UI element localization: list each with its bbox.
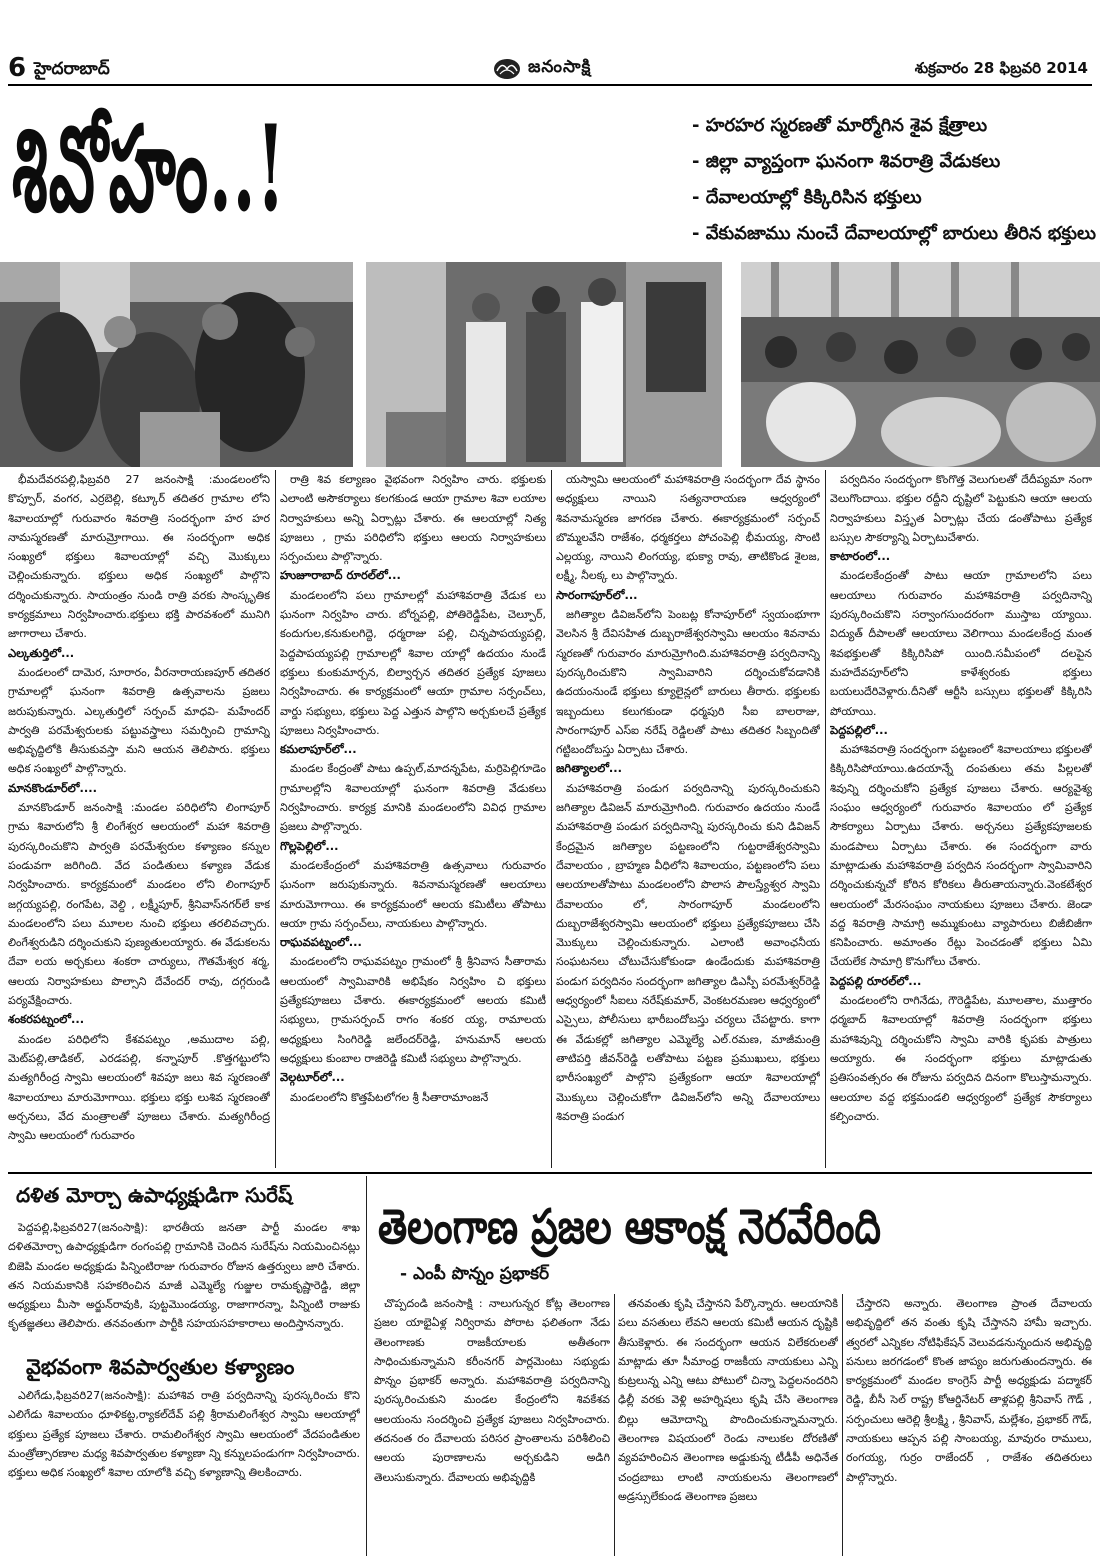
article-paragraph: జగిత్యాల డివిజన్‌లోని పెంబట్ల కోనాపూర్‌లో స్వయంభూగా వెలసిన శ్రీ దేవిసహిత దుబ్బరాజేశ్వరస్వామి ఆలయం శివనామ స్మరణతో గురువారం మారుమ్రోగింది.మహాశివరాత్రి పర్వదినాన్ని పురస్కరించుకొని స్వామివారిని దర్శించుకోవడానికి ఉదయంనుండే భక్తులు క్యూలైన్లలో బారులు తీరారు. భక్తులకు ఇబ్బందులు కలుగకుండా ధర్మపురి సీఐ బాలరాజు, సారంగాపూర్ ఎస్ఐ నరేష్ రెడ్డిలతో పాటు తదితర సిబ్బందితో గట్టిబందోబస్తు ఏర్పాటు చేశారు. (556, 608, 820, 757)
bullet-item: - హరహర స్మరణతో మార్మోగిన శైవ క్షేత్రాలు (692, 115, 988, 136)
telangana-column-3 (846, 1294, 1092, 1556)
article-column-2 (280, 470, 546, 1168)
column-divider (366, 1176, 367, 1556)
column-divider (825, 470, 826, 1168)
column-divider (842, 1294, 843, 1556)
article-paragraph: మండల పరిధిలోని కేశవపట్నం ,అముదాల పల్లి, మెట్‌పల్లి,తాడికల్, ఎరడపల్లి, కన్నాపూర్ .కొత్తగట్టులోని మత్యగిరీంద్ర స్వామి ఆలయంలో శివపూ జలు శివ స్మరణంతో శివాలయాలు మారుమోగాయి. భక్తులు భక్తు లుశివ స్మరణంతో అర్చనలు, వేద మంత్రాలతో పూజలు చేశారు. మత్యగిరీంద్ర స్వామి ఆలయంలో గురువారం (8, 1032, 270, 1143)
article-subhead: మానకొండూర్‌లో.... (8, 780, 97, 795)
dateline: శుక్రవారం 28 ఫిబ్రవరి 2014 (914, 59, 1088, 77)
article-paragraph: మండలకేంద్రంలో మహాశివరాత్రి ఉత్సవాలు గురువారం ఘనంగా జరుపుకున్నారు. శివనామస్మరణతో ఆలయాలు మారుమోగాయి. ఈ కార్యక్రమంలో ఆలయ కమిటీలు తోపాటు ఆయా గ్రామ సర్పంచ్‌లు, నాయకులు పాల్గొన్నారు. (280, 858, 546, 930)
story-suresh-text: పెద్దపల్లి,ఫిబ్రవరి27(జనంసాక్షి): భారతీయ జనతా పార్టీ మండల శాఖ దళితమోర్చా ఉపాధ్యక్షుడిగా రంగంపల్లి గ్రామానికి చెందిన సురేష్‌ను నియమించినట్లు బిజెపి మండల అధ్యక్షుడు పిన్నింటిరాజు గురువారం రోజున ఉత్తర్వులు జారి చేశారు. తన నియమకానికి సహకరించిన మాజీ ఎమ్మెల్యే గుజ్జుల రామకృష్ణారెడ్డి, జిల్లా అధ్యక్షులు మీసా అర్జున్‌రావుకి, పుట్టమొండయ్య, రాజాగారన్నా, పిన్నింటి రాజుకు కృతజ్ఞతలు తెలిపారు. తనవంతుగా పార్టీకి సహయసహకారాలు అందిస్తానన్నారు. (8, 1221, 360, 1331)
article-subhead: సారంగాపూర్‌లో... (556, 587, 638, 602)
article-paragraph: మండలంలోని కొత్తపేటలోగల శ్రీ సీతారామాంజనే (290, 1090, 489, 1104)
masthead (0, 0, 1100, 92)
photo-devotees-crowd (0, 262, 353, 467)
story-suresh-headline: దళిత మోర్చా ఉపాధ్యక్షుడిగా సురేష్ (16, 1183, 293, 1207)
article-subhead: జగిత్యాలలో... (556, 761, 623, 776)
page-number: 6 (8, 53, 27, 83)
article-subhead: శంకరపట్నంలో... (8, 1012, 85, 1027)
column-divider (614, 1294, 615, 1556)
section-rule (8, 1172, 1092, 1174)
bullet-item: - దేవాలయాల్లో కిక్కిరిసిన భక్తులు (692, 187, 922, 208)
photo-temple-puja (366, 262, 722, 467)
article-paragraph: మండలంలో దామెర, సూరారం, వీరనారాయణపూర్ తదితర గ్రామాలల్లో ఘనంగా శివరాత్రి ఉత్సవాలను ప్రజలు జరుపుకున్నారు. ఎల్కతుర్తిలో సర్పంచ్ మాధవి- మహేందర్ పార్వతి పరమేశ్వరులకు పట్టువస్త్రాలు సమర్పించి గ్రామాన్ని అభివృద్దిలోకి తీసుకువస్తా మని ఆయన తెలిపారు. భక్తులు అధిక సంఖ్యలో పాల్గొన్నారు. (8, 665, 270, 776)
headline-bullets (692, 108, 1096, 252)
column-divider (275, 470, 276, 1168)
article-column-3 (556, 470, 820, 1168)
article-paragraph: భీమదేవరపల్లి,ఫిబ్రవరి 27 జనంసాక్షి :మండలంలోని కొప్పూర్, వంగర, ఎర్రబెల్లి, కట్కూర్ తదితర గ్రామాల లోని శివాలయాల్లో గురువారం శివరాత్రి సందర్భంగా హర హర నామస్మరణతో మారుమ్రోగాయి. ఈ సందర్భంగా అధిక సంఖ్యలో భక్తులు శివాలయాల్లో వచ్చి మొక్కులు చెల్లించుకున్నారు. భక్తులు అధిక సంఖ్యలో పాల్గొని దర్శించుకున్నారు. సాయంత్రం నుండి రాత్రి వరకు సాంస్కృతిక కార్యక్రమాలు నిర్వహించారు.భక్తులు భక్తి పారవశంలో మునిగి జాగారాలు చేశారు. (8, 473, 270, 641)
article-subhead: కాటారంలో... (830, 549, 891, 564)
article-column-4 (830, 470, 1092, 1168)
article-subhead: గొల్లపెల్లిలో... (280, 838, 339, 853)
article-paragraph: పర్వదినం సందర్భంగా కొంగొత్త వెలుగులతో దేదీప్యమా నంగా వెలుగొందాయి. భక్తుల రద్దీని దృష్టిలో పెట్టుకుని ఆయా ఆలయ నిర్వాహకులు విస్తృత ఏర్పాట్లు చేయ డంతోపాటు ప్రత్యేక బస్సుల సౌకర్యాన్ని ఏర్పాటుచేశారు. (830, 473, 1092, 544)
article-subhead: పెద్దపల్లి రూరల్‌లో... (830, 973, 922, 988)
story-telangana-byline: - ఎంపీ పొన్నం ప్రభాకర్ (400, 1264, 550, 1284)
telangana-paragraph: చొప్పదండి జనంసాక్షి : నాలుగున్నర కోట్ల తెలంగాణ ప్రజల యాభైఏళ్ల నిర్విరామ పోరాట ఫలితంగా నేడు తెలంగాణకు రాజకీయాలకు అతీతంగా సాధించుకున్నామని కరీంనగర్ పార్లమెంటు సభ్యుడు పొన్నం ప్రభాకర్ అన్నారు. మహాశివరాత్రి పర్వదినాన్ని పురస్కరించుకుని మండల కేంద్రంలోని శివకేశవ ఆలయంను సందర్శించి ప్రత్యేక పూజలు నిర్వహించారు. తదనంత రం దేవాలయ పరిసర ప్రాంతాలను పరిశీలించి ఆలయ పురాణాలను అర్చకుడిని అడిగి తెలుసుకున్నారు. దేవాలయ అభివృద్దికి (374, 1297, 610, 1484)
story-kalyanam-headline: వైభవంగా శివపార్వతుల కళ్యాణం (26, 1354, 295, 1379)
article-subhead: కమలాపూర్‌లో... (280, 742, 357, 757)
photo-temple-queue (741, 262, 1100, 467)
bullet-item: - జిల్లా వ్యాప్తంగా ఘనంగా శివరాత్రి వేడుకలు (692, 151, 1001, 172)
article-paragraph: మండలకేంద్రంతో పాటు ఆయా గ్రామాలలోని పలు ఆలయాలు గురువారం మహాశివరాత్రి పర్వదినాన్ని పురస్కరించుకొని సర్వాంగసుందరంగా ముస్తాబ య్యాయి. విద్యుత్ దీపాలతో ఆలయాలు వెలిగాయి మండలకేంద్ర మంత శివభక్తులతో కిక్కిరిసిపో యింది.సమీపంలో దలపైన మహదేవపూర్‌లోని కాళేశ్వరంకు భక్తులు బయలుదేరివెళ్లారు.దీనితో ఆర్టీసి బస్సులు భక్తులతో కిక్కిరిసి పోయాయి. (830, 569, 1092, 718)
article-paragraph: మహాశివరాత్రి సందర్భంగా పట్టణంలో శివాలయాలు భక్తులతో కిక్కిరిసిపోయాయి.ఉదయాన్నే దంపతులు తమ పిల్లలతో శివున్ని దర్శించుకోని ప్రత్యేక పూజలు చేశారు. ఆర్యవైశ్య సంఘం ఆధ్వర్యంలో గురువారం శివాలయం లో ప్రత్యేక సౌకర్యాలు ఏర్పాటు చేశారు. అర్చనలు ప్రత్యేకపూజలకు మండపాలు ఏర్పాటు చేశారు. ఈ సందర్భంగా వారు మాట్లాడుతు మహాశివరాత్రి పర్వదిన సందర్భంగా స్వామివారిని దర్శించుకున్నచో కోరిన కోరికలు తీరుతాయన్నారు.వెంకటేశ్వర ఆలయంలో మేరసంఘం నాయకులు పూజలు చేశారు. జెండా వద్ద శివరాత్రి సామాగ్రి అమ్ముకుంటు వ్యాపారులు బిజీబిజీగా కనిపించారు. అమాంతం రేట్లు పెంచడంతో భక్తులు ఏమి చేయలేక సామాగ్రి కొనుగోలు చేశారు. (830, 743, 1092, 969)
article-paragraph: రాత్రి శివ కల్యాణం వైభవంగా నిర్వహిం చారు. భక్తులకు ఎలాంటి అసౌకర్యాలు కలగకుండ ఆయా గ్రామాల శివా లయాల నిర్వాహకులు అన్ని ఏర్పాట్లు చేశారు. ఈ ఆలయాల్లో నిత్య పూజలు , గ్రామ పరిధిలోని భక్తులు ఆలయ నిర్వాహకులు సర్పంచులు పాల్గొన్నారు. (280, 473, 546, 564)
newspaper-logo (492, 56, 591, 82)
article-paragraph: యస్వామి ఆలయంలో మహాశివరాత్రి సందర్భంగా దేవ స్థానం అధ్యక్షులు నాయిని సత్యనారాయణ ఆధ్వర్యంలో శివనామస్మరణ జాగరణ చేశారు. ఈకార్యక్రమంలో సర్పంచ్ బొమ్మలవేని రాజేశం, ధర్మకర్తలు పోచంపెల్లి భీమయ్య, సొంటి ఎల్లయ్య, నాయిని లింగయ్య, భుక్యా రావు, తాటికొండ శైలజ, లక్ష్మీ, నీలక్క లు పాల్గొన్నారు. (556, 473, 820, 583)
telangana-paragraph: చేస్తారని అన్నారు. తెలంగాణ ప్రాంత దేవాలయ అభివృద్దిలో తన వంతు కృషి చేస్తానని హామీ ఇచ్చారు. త్వరలో ఎన్నికల నోటిఫికేషన్ వెలువడనున్నందున అభివృద్ది పనులు జరగడంలో కొంత జాప్యం జరుగుతుందన్నారు. ఈ కార్యక్రమంలో మండల కాంగ్రెస్ పార్టీ అధ్యక్షుడు పద్మాకర్ రెడ్డి, బీసీ సెల్ రాష్ట్ర కోఆర్డినేటర్ తాళ్లపల్లి శ్రీనివాస్ గౌడ్ , సర్పంచులు ఆరెల్లి శ్రీలక్ష్మి , శ్రీనివాస్, మల్లేశం, ప్రభాకర్ గౌడ్, నాయకులు ఆప్పన పల్లి సాంబయ్య, మావురం రాములు, రంగయ్య, గుర్రం రాజేందర్ , రాజేశం తదితరులు పాల్గొన్నారు. (846, 1297, 1092, 1484)
article-subhead: రాఘవపట్నంలో... (280, 935, 362, 950)
story-suresh-body (8, 1218, 360, 1342)
article-paragraph: మానకొండూర్ జనంసాక్షి :మండల పరిధిలోని లింగాపూర్ గ్రామ శివారులోని శ్రీ లింగేశ్వర ఆలయంలో మహా శివరాత్రి పురస్కరించుకొని పార్వతి పరమేశ్వరుల కళ్యాణం కన్నుల పండువగా జరిగింది. వేద పండితులు కళ్యాణ వేడుక నిర్వహించారు. కార్యక్రమంలో మండలం లోని లింగాపూర్ జగ్గయ్యపల్లి, రంగపేట, వెల్ది , లక్ష్మీపూర్, శ్రీనివాస్‌నగర్‌లే కాక మండలంలోని పలు మూలల నుంచి భక్తులు తరలివచ్చారు. లింగేశ్వరుడిని దర్శించుకుని పుణ్యతులయ్యారు. ఈ వేడుకలను దేవా లయ అర్చకులు శంకరా చార్యులు, గౌతమేశ్వర శర్మ, ఆలయ నిర్వాహకులు పొల్సాని దేవేందర్ రావు, దగ్గరుండి పర్యవేక్షించారు. (8, 801, 270, 1008)
story-telangana-headline (378, 1193, 1098, 1265)
story-kalyanam-body (8, 1386, 360, 1558)
section-name: హైదరాబాద్ (34, 59, 110, 79)
telangana-column-2 (618, 1294, 838, 1556)
article-paragraph: మహాశివరాత్రి పండుగ పర్వదినాన్ని పురస్కరించుకుని జగిత్యాల డివిజన్ మారుమ్రోగింది. గురువారం ఉదయం నుండే మహాశివరాత్రి పండుగ పర్వదినాన్ని పురస్కరించు కుని డివిజన్ కేంద్రమైన జగిత్యాల పట్టణంలోని గుట్టరాజేశ్వరస్వామి దేవాలయం , బ్రాహ్మణ వీధిలోని శివాలయం, పట్టణంలోని పలు ఆలయాలతోపాటు మండలంలోని పొలాస పౌలస్త్యేశ్వర స్వామి దేవాలయం లో, సారంగాపూర్ మండలంలోని దుబ్బరాజేశ్వరస్వామి ఆలయంలో భక్తులు ప్రత్యేకపూజలు చేసి మొక్కులు చెల్లించుకున్నారు. ఎలాంటి అవాంఛనీయ సంఘటనలు చోటుచేసుకోకుండా ఉండేందుకు మహాశివరాత్రి పండుగ పర్వదినం సందర్భంగా జగిత్యాల డిఎస్పీ పరమేశ్వర్‌రెడ్డి ఆధ్వర్యంలో సీఐలు నరేష్‌కుమార్, వెంకటరమణల ఆధ్వర్యంలో ఎస్సైలు, పోలీసులు భారీబందోబస్తు చర్యలు చేపట్టారు. కాగా ఈ వేడుకల్లో జగిత్యాల ఎమ్మెల్యే ఎల్.రమణ, మాజీమంత్రి తాటిపర్తి జీవన్‌రెడ్డి లతోపాటు పట్టణ ప్రముఖులు, భక్తులు భారీసంఖ్యలో పాల్గొని ప్రత్యేకంగా ఆయా శివాలయాల్లో మొక్కులు చెల్లించుకోగా డివిజన్‌లోని అన్ని దేవాలయాలు శివరాత్రి పండుగ (556, 781, 820, 1123)
bullet-item: - వేకువజాము నుంచే దేవాలయాల్లో బారులు తీరిన భక్తులు (692, 223, 1096, 244)
story-telangana-headline-text: తెలంగాణ ప్రజల ఆకాంక్ష నెరవేరింది (378, 1199, 881, 1255)
article-subhead: ఎల్కతుర్తిలో... (8, 645, 75, 660)
main-headline-text: శివోహం..! (12, 99, 287, 238)
flower-logo-icon (492, 57, 522, 81)
article-subhead: హుజూరాబాద్ రూరల్‌లో... (280, 568, 401, 583)
article-subhead: పెద్దపల్లిలో... (830, 722, 888, 737)
masthead-rule (8, 84, 1092, 86)
column-divider (551, 470, 552, 1168)
story-kalyanam-text: ఎలిగేడు,ఫిబ్రవరి27(జనంసాక్షి): మహాశివ రాత్రి పర్వదినాన్ని పురస్కరించు కొని ఎలిగేడు శివాలయం ధూళికట్ట,ర్యాకల్‌దేవ్ పల్లి శ్రీరామలింగేశ్వర స్వామి ఆలయాల్లో భక్తులు ప్రత్యేక పూజలు చేశారు. రామలింగేశ్వర స్వామి ఆలయంలో వేదపండితుల మంత్రోత్సారణాల మధ్య శివపార్వతుల కళ్యాణా న్ని కన్నులపండుగగా నిర్వహించారు. భక్తులు అధిక సంఖ్యలో శివాల యాలోకి వచ్చి కళ్యాణాన్ని తిలకించారు. (8, 1389, 360, 1480)
article-paragraph: మండల కేంద్రంతో పాటు ఉప్పల్,మాదన్నపేట, మర్రిపెల్లిగూడెం గ్రామాలల్లోని శివాలయాల్లో ఘనంగా శివరాత్రి వేడుకలు నిర్వహించారు. కార్యక్ర మానికి మండలంలోని వివిధ గ్రామాల ప్రజలు పాల్గొన్నారు. (280, 762, 546, 834)
main-headline (12, 94, 682, 254)
article-column-1 (8, 470, 270, 1168)
article-paragraph: మండలంలోని రాఘవపట్నం గ్రామంలో శ్రీ శ్రీనివాస సీతారామ ఆలయంలో స్వామివారికి అభిషేకం నిర్వహిం చి భక్తులు ప్రత్యేకపూజలు చేశారు. ఈకార్యక్రమంలో ఆలయ కమిటీ సభ్యులు, గ్రామసర్పంచ్ రాగం శంకర య్య, రామాలయ అధ్యక్షులు సింగిరెడ్డి జలేందర్‌రెడ్డి, హనుమాన్ ఆలయ అధ్యక్షులు కుంబాల రాజిరెడ్డి కమిటీ సభ్యులు పాల్గొన్నారు. (280, 955, 546, 1065)
telangana-paragraph: తనవంతు కృషి చేస్తానని పేర్కొన్నారు. ఆలయానికి పలు వసతులు లేవని ఆలయ కమిటీ ఆయన దృష్టికి తీసుకెళ్లారు. ఈ సందర్భంగా ఆయన విలేకరులతో మాట్లాడు తూ సీమాంధ్ర రాజకీయ నాయకులు ఎన్ని కుట్రలున్న ఎన్ని ఆటు పోటులో చిన్నా పెద్దలనందరిని ఢిల్లీ వరకు వెళ్లి అహర్నిషలు కృషి చేసి తెలంగాణ బిల్లు ఆమోదాన్ని పొందించుకున్నామన్నారు. తెలంగాణ విషయంలో రెండు నాలుకల దోరణితో వ్యవహరించిన తెలంగాణ అడ్డుకున్న టీడీపీ అధినేత చంద్రబాబు లాంటి నాయకులను తెలంగాణలో అడ్రస్సులేకుండ తెలంగాణ ప్రజలు (618, 1297, 838, 1503)
article-subhead: వెల్గటూర్‌లో... (280, 1070, 345, 1085)
logo-text: జనంసాక్షి (528, 57, 592, 77)
article-paragraph: మండలంలోని పలు గ్రామాలల్లో మహాశివరాత్రి వేడుక లు ఘనంగా నిర్వహిం చారు. బోర్నపల్లి, పోతిరెడ్డిపేట, చెల్పూర్, కందుగుల,కనుకులగిద్దె, ధర్మరాజు పల్లి, చిన్నపాపయ్యపల్లి, పెద్దపాపయ్యపల్లి గ్రామాలల్లో శివాల యాల్లో ఉదయం నుండే భక్తులు కుంకుమార్చన, బిల్వార్చన తదితర ప్రత్యేక పూజలు నిర్వహించారు. ఈ కార్యక్రమంలో ఆయా గ్రామాల సర్పంచ్‌లు, వార్డు సభ్యులు, భక్తులు పెద్ద ఎత్తున పాల్గొని అర్చకులచే ప్రత్యేక పూజలు నిర్వహించారు. (280, 588, 546, 737)
photo-strip (0, 262, 1100, 467)
telangana-column-1 (374, 1294, 610, 1556)
article-paragraph: మండలంలోని రాగినేడు, గౌరెడ్డిపేట, మూలతాల, ముత్తారం ధర్మబాద్ శివాలయాల్లో శివరాత్రి సందర్భంగా భక్తులు మహాశివున్ని దర్శించుకోని స్వామి వారికి కృపకు పాత్రులు అయ్యారు. ఈ సందర్భంగా భక్తులు మాట్లాడుతు ప్రతిసంవత్సరం ఈ రోజును పర్వదిన దినంగా కొలుస్తామన్నారు. ఆలయాల వద్ద భక్తమండలి ఆధ్వర్యంలో ప్రత్యేక సౌకర్యాలు కల్పించారు. (830, 994, 1092, 1123)
